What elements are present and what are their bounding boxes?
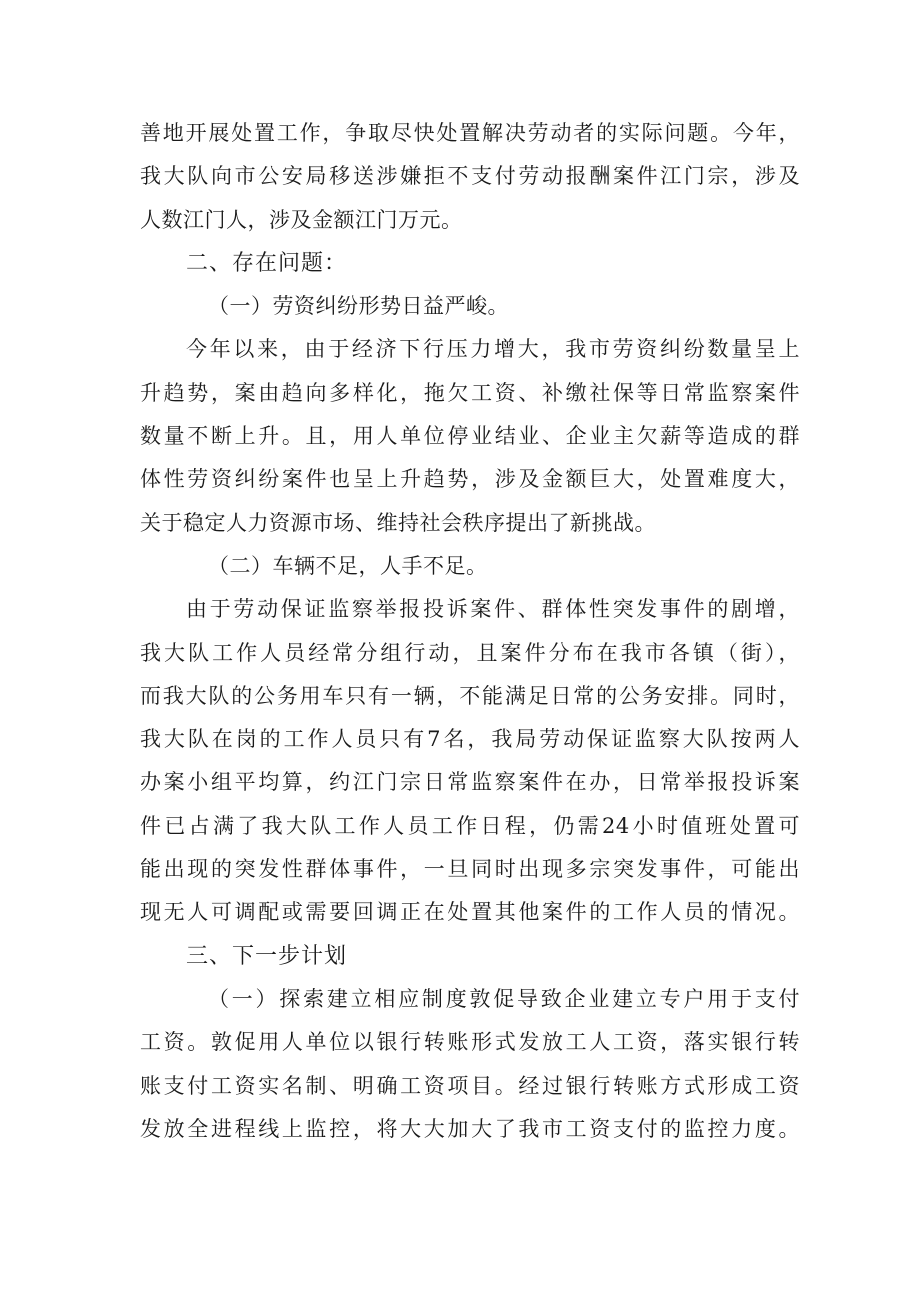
paragraph-line: 发放全进程线上监控，将大大加大了我市工资支付的监控力度。 (140, 1116, 800, 1141)
paragraph-line: 而我大队的公务用车只有一辆，不能满足日常的公务安排。同时， (140, 683, 800, 708)
paragraph-line: 关于稳定人力资源市场、维持社会秩序提出了新挑战。 (140, 510, 656, 535)
paragraph-line: 我大队在岗的工作人员只有7名，我局劳动保证监察大队按两人 (140, 727, 800, 752)
paragraph-line: 人数江门人，涉及金额江门万元。 (140, 207, 463, 232)
subheading-labor-disputes: （一）劳资纠纷形势日益严峻。 (208, 294, 509, 319)
paragraph-line: 现无人可调配或需要回调正在处置其他案件的工作人员的情况。 (140, 900, 800, 925)
paragraph-line: 体性劳资纠纷案件也呈上升趋势，涉及金额巨大，处置难度大， (140, 467, 800, 492)
section-heading-problems: 二、存在问题： (186, 250, 348, 276)
paragraph-line: 工资。敦促用人单位以银行转账形式发放工人工资，落实银行转 (140, 1030, 800, 1055)
document-page (140, 112, 800, 1151)
paragraph-line: 升趋势，案由趋向多样化，拖欠工资、补缴社保等日常监察案件 (140, 380, 800, 405)
paragraph-line: 今年以来，由于经济下行压力增大，我市劳资纠纷数量呈上 (186, 337, 800, 362)
paragraph-line: （一）探索建立相应制度敦促导致企业建立专户用于支付 (208, 986, 800, 1011)
paragraph-line: 我大队工作人员经常分组行动，且案件分布在我市各镇（街）， (140, 640, 800, 665)
paragraph-line: 账支付工资实名制、明确工资项目。经过银行转账方式形成工资 (140, 1073, 800, 1098)
subheading-shortage: （二）车辆不足，人手不足。 (208, 553, 488, 578)
paragraph-line: 由于劳动保证监察举报投诉案件、群体性突发事件的剧增， (186, 597, 800, 622)
paragraph-line: 件已占满了我大队工作人员工作日程，仍需24小时值班处置可 (140, 813, 800, 838)
section-heading-next-steps: 三、下一步计划 (186, 943, 348, 969)
paragraph-line: 能出现的突发性群体事件，一旦同时出现多宗突发事件，可能出 (140, 857, 800, 882)
paragraph-line: 善地开展处置工作，争取尽快处置解决劳动者的实际问题。今年， (140, 121, 800, 145)
paragraph-line: 办案小组平均算，约江门宗日常监察案件在办，日常举报投诉案 (140, 770, 800, 795)
paragraph-line: 数量不断上升。且，用人单位停业结业、企业主欠薪等造成的群 (140, 424, 800, 449)
paragraph-line: 我大队向市公安局移送涉嫌拒不支付劳动报酬案件江门宗，涉及 (140, 164, 800, 189)
